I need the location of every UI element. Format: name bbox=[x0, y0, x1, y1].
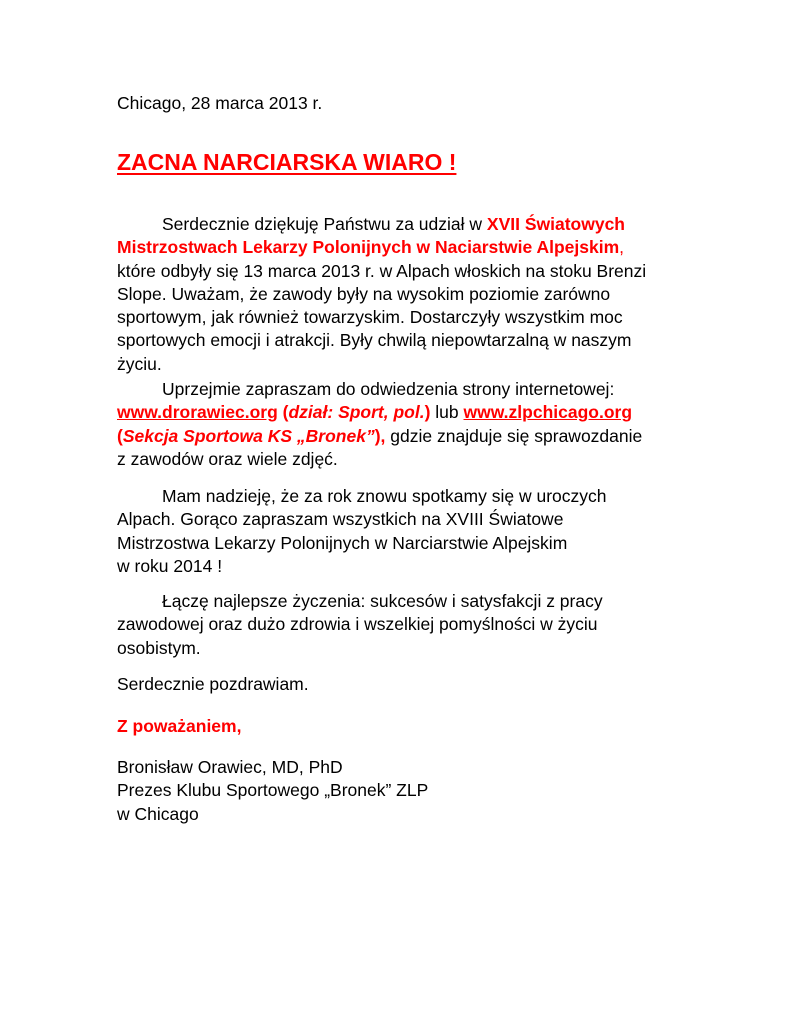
link-zlpchicago[interactable]: www.zlpchicago.org bbox=[463, 402, 633, 423]
section-note-bronek: Sekcja Sportowa KS „Bronek” bbox=[122, 425, 375, 446]
paragraph-line bbox=[117, 213, 677, 236]
greeting bbox=[117, 673, 677, 696]
paragraph-line bbox=[117, 236, 677, 259]
paragraph-line: sportowych emocji i atrakcji. Były chwilą niepowtarzalną w naszym bbox=[117, 330, 632, 351]
paragraph-line: z zawodów oraz wiele zdjęć. bbox=[117, 448, 338, 469]
paragraph-line: życiu. bbox=[117, 353, 162, 374]
signature-title: Prezes Klubu Sportowego „Bronek” ZLP bbox=[117, 780, 429, 801]
thanks-text: Serdecznie dziękuję Państwu za udział w bbox=[162, 214, 487, 234]
close-paren: ) bbox=[424, 402, 431, 423]
paragraph-line: w roku 2014 ! bbox=[117, 555, 223, 576]
paragraph-website bbox=[117, 378, 677, 471]
paragraph-line: Mistrzostwa Lekarzy Polonijnych w Narciarstwie Alpejskim bbox=[117, 532, 568, 553]
paragraph-thanks bbox=[117, 213, 677, 376]
paragraph-line: Slope. Uważam, że zawody były na wysokim poziomie zarówno bbox=[117, 283, 611, 304]
open-paren: ( bbox=[117, 425, 123, 446]
paragraph-line: osobistym. bbox=[117, 637, 201, 658]
section-note-sport: dział: Sport, pol. bbox=[288, 402, 425, 423]
closing-text: Z poważaniem, bbox=[117, 716, 242, 736]
championship-comma: , bbox=[619, 237, 625, 258]
paragraph-line: sportowym, jak również towarzyskim. Dostarczyły wszystkim moc bbox=[117, 307, 623, 328]
close-paren: ), bbox=[374, 425, 386, 446]
paragraph-line: zawodowej oraz dużo zdrowia i wszelkiej pomyślności w życiu bbox=[117, 614, 598, 635]
link-drorawiec[interactable]: www.drorawiec.org bbox=[117, 402, 278, 423]
signature-name: Bronisław Orawiec, MD, PhD bbox=[117, 757, 343, 777]
championship-name-part2: Mistrzostwach Lekarzy Polonijnych w Naciarstwie Alpejskim bbox=[117, 237, 620, 258]
closing bbox=[117, 715, 677, 738]
letter-heading: ZACNA NARCIARSKA WIARO ! bbox=[117, 149, 457, 175]
paragraph-line bbox=[117, 425, 677, 448]
paragraph-wishes bbox=[117, 590, 677, 660]
championship-name-part1: XVII Światowych bbox=[486, 214, 626, 234]
paragraph-line: Uprzejmie zapraszam do odwiedzenia strony internetowej: bbox=[162, 379, 615, 399]
connector-lub: lub bbox=[430, 402, 464, 423]
letter-date: Chicago, 28 marca 2013 r. bbox=[117, 93, 323, 113]
paragraph-line bbox=[117, 401, 677, 424]
paragraph-next-year bbox=[117, 485, 677, 578]
signature-location: w Chicago bbox=[117, 803, 199, 824]
open-paren: ( bbox=[277, 402, 289, 423]
report-text: gdzie znajduje się sprawozdanie bbox=[385, 425, 643, 446]
paragraph-line: Alpach. Gorąco zapraszam wszystkich na XVIII Światowe bbox=[117, 509, 564, 530]
paragraph-line: Łączę najlepsze życzenia: sukcesów i satysfakcji z pracy bbox=[162, 591, 603, 611]
greeting-text: Serdecznie pozdrawiam. bbox=[117, 674, 309, 694]
paragraph-line: które odbyły się 13 marca 2013 r. w Alpach włoskich na stoku Brenzi bbox=[117, 260, 647, 281]
signature-block bbox=[117, 756, 677, 826]
paragraph-line: Mam nadzieję, że za rok znowu spotkamy się w uroczych bbox=[162, 486, 607, 506]
